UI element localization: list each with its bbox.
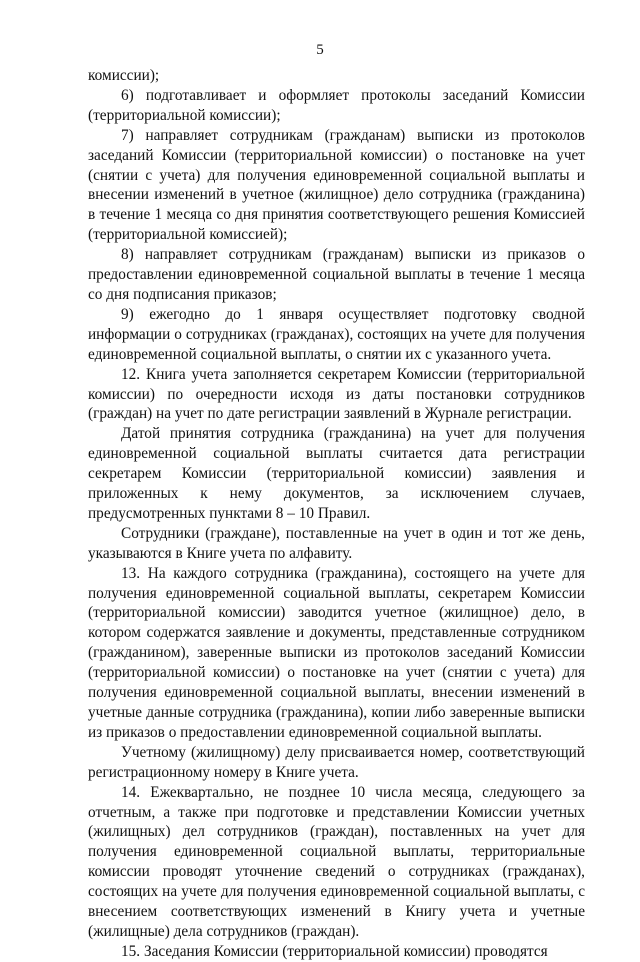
page-number: 5 [316, 42, 324, 58]
paragraph-item-8: 8) направляет сотрудникам (гражданам) выписки из приказов о предоставлении единовременной социальной выплаты в течение 1 месяца со дня подписания приказов; [88, 246, 585, 303]
document-body [88, 66, 585, 962]
paragraph-item-6: 6) подготавливает и оформляет протоколы заседаний Комиссии (территориальной комиссии); [88, 86, 585, 124]
paragraph-item-9: 9) ежегодно до 1 января осуществляет подготовку сводной информации о сотрудниках (гражданах), состоящих на учете для получения единовременной социальной выплаты, о снятии их с указанного учета. [88, 305, 585, 363]
paragraph-continuation: комиссии); [88, 67, 160, 84]
paragraph-clause-12: 12. Книга учета заполняется секретарем Комиссии (территориальной комиссии) по очередности исходя из даты постановки сотрудников (граждан) на учет по дате регистрации заявлений в Журнале регистрации. [88, 365, 585, 423]
paragraph-clause-13-number: Учетному (жилищному) делу присваивается номер, соответствующий регистрационному номеру в Книге учета. [88, 743, 585, 781]
paragraph-clause-13: 13. На каждого сотрудника (гражданина), состоящего на учете для получения единовременной социальной выплаты, секретарем Комиссии (территориальной комиссии) заводится учетное (жилищное) дело, в котором содержатся заявление и документы, представленные сотрудником (гражданином), заверенные выписки из протоколов заседаний Комиссии (территориальной комиссии) о постановке на учет (снятии с учета) для получения единовременной социальной выплаты, внесении изменений в учетные данные сотрудника (гражданина), копии либо заверенные выписки из приказов о предоставлении единовременной социальной выплаты. [88, 564, 585, 741]
paragraph-clause-12-alphabet: Сотрудники (граждане), поставленные на учет в один и тот же день, указываются в Книге учета по алфавиту. [88, 524, 585, 562]
paragraph-clause-15: 15. Заседания Комиссии (территориальной комиссии) проводятся [121, 942, 548, 960]
paragraph-clause-14: 14. Ежеквартально, не позднее 10 числа месяца, следующего за отчетным, а также при подготовке и представлении Комиссии учетных (жилищных) дел сотрудников (граждан), поставленных на учет для получения единовременной социальной выплаты, территориальные комиссии проводят уточнение сведений о сотрудниках (гражданах), состоящих на учете для получения единовременной социальной выплаты, с внесением соответствующих изменений в Книгу учета и учетные (жилищные) дела сотрудников (граждан). [88, 783, 585, 940]
paragraph-item-7: 7) направляет сотрудникам (гражданам) выписки из протоколов заседаний Комиссии (территориальной комиссии) о постановке на учет (снятии с учета) для получения единовременной социальной выплаты и внесении изменений в учетное (жилищное) дело сотрудника (гражданина) в течение 1 месяца со дня принятия соответствующего решения Комиссией (территориальной комиссией); [88, 126, 585, 244]
paragraph-clause-12-date: Датой принятия сотрудника (гражданина) на учет для получения единовременной социальной выплаты считается дата регистрации секретарем Комиссии (территориальной комиссии) заявления и приложенных к нему документов, за исключением случаев, предусмотренных пунктами 8 – 10 Правил. [88, 425, 585, 522]
